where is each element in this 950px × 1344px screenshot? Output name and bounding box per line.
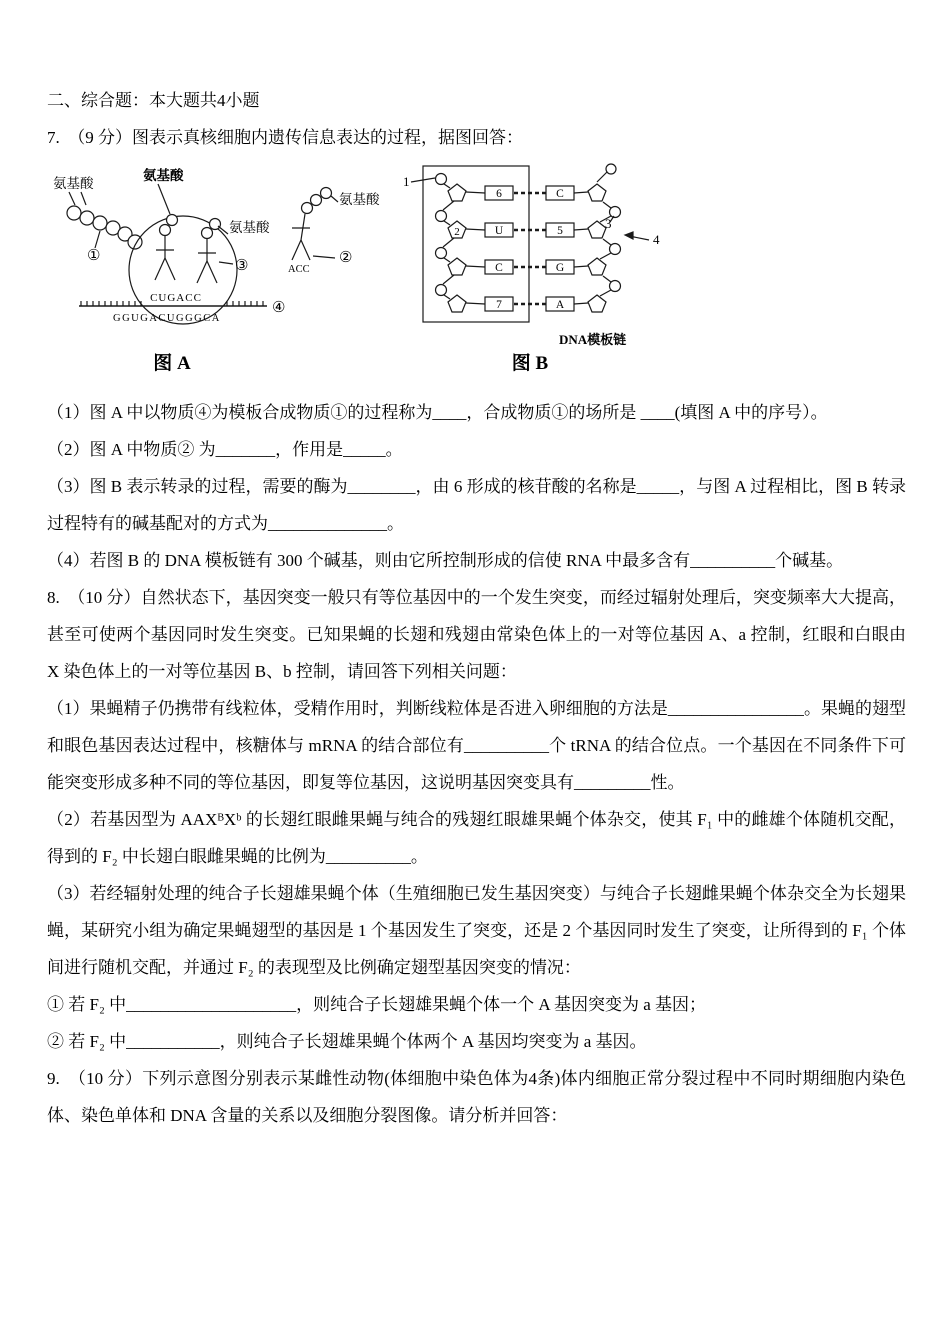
free-trna [292, 188, 332, 261]
label-4-arrowhead [625, 232, 633, 239]
fig-a-amino-acid-label-2: 氨基酸 [143, 168, 184, 183]
new-strand-base-1: 6 [496, 188, 502, 200]
figure-a-caption: 图 A [153, 353, 191, 374]
q7-item-1: （1）图 A 中以物质④为模板合成物质①的过程称为____，合成物质①的场所是 ____(填图 A 中的序号）。 [47, 403, 828, 422]
q8-subitem-1: ① 若 F₂ 中____________________，则纯合子长翅雄果蝇个体一个 A 基因突变为 a 基因； [47, 995, 707, 1014]
circled-marker-3: ③ [235, 258, 249, 274]
template-base-boxes [546, 186, 574, 311]
dna-template-strand-label: DNA模板链 [559, 332, 627, 347]
q9-lead: 9. （10 分）下列示意图分别表示某雌性动物(体细胞中染色体为4条)体内细胞正常分裂过程中不同时期细胞内染色体、染色单体和 DNA 含量的关系以及细胞分裂图像。请分析并回答： [47, 1069, 906, 1125]
mrna-sequence-text: GGUGACUGGGCA [113, 313, 221, 324]
q8-item-2: （2）若基因型为 AAXᴮXᵇ 的长翅红眼雌果蝇与纯合的残翅红眼雄果蝇个体杂交，使其 F₁ 中的雌雄个体随机交配，得到的 F₂ 中长翅白眼雌果蝇的比例为__________。 [47, 810, 906, 866]
q7-item-3: （3）图 B 表示转录的过程，需要的酶为________，由 6 形成的核苷酸的名称是_____，与图 A 过程相比，图 B 转录过程特有的碱基配对的方式为______________。 [47, 477, 906, 533]
new-strand-base-3: C [495, 262, 503, 274]
q8-item-3: （3）若经辐射处理的纯合子长翅雄果蝇个体（生殖细胞已发生基因突变）与纯合子长翅雌果蝇个体杂交全为长翅果蝇，某研究小组为确定果蝇翅型的基因是 1 个基因发生了突变，还是 2 个基因同时发生了突变，让所得到的 F₁ 个体间进行随机交配，并通过 F₂ 的表现型及比例确定翅型基因突变的情况： [47, 884, 906, 977]
anticodon-text: ACC [288, 264, 310, 275]
base-pair-dashes [514, 193, 546, 304]
template-base-4: A [555, 299, 565, 311]
q8-lead: 8. （10 分）自然状态下，基因突变一般只有等位基因中的一个发生突变，而经过辐射处理后，突变频率大大提高，甚至可使两个基因同时发生突变。已知果蝇的长翅和残翅由常染色体上的一对等位基因 A、a 控制，红眼和白眼由 X 染色体上的一对等位基因 B、b 控制，请回答下列相关问题： [47, 588, 906, 681]
circled-marker-1: ① [87, 248, 101, 264]
template-base-3: G [555, 262, 565, 274]
fig-a-amino2-pointer-line [158, 184, 170, 214]
new-strand-base-2: U [494, 225, 504, 237]
section-header: 二、综合题：本大题共4小题 [47, 91, 260, 110]
fig-a-amino-acid-label-1: 氨基酸 [53, 176, 94, 191]
marker-1-pointer-line [95, 231, 100, 248]
q8-subitem-2: ② 若 F₂ 中___________，则纯合子长翅雄果蝇个体两个 A 基因均突变为 a 基因。 [47, 1032, 647, 1051]
fig-a-amino4-pointer-line [331, 196, 338, 202]
part-label-2: 2 [454, 226, 460, 238]
marker-2-pointer-line [313, 256, 335, 258]
trna-left [155, 215, 178, 281]
q7-lead: 7. （9 分）图表示真核细胞内遗传信息表达的过程，据图回答： [47, 128, 523, 147]
figure-a-translation-diagram [45, 158, 415, 333]
rna-strand-backbone [436, 174, 486, 313]
figure-b-transcription-diagram [395, 160, 680, 360]
trna-right [197, 219, 221, 284]
q7-item-4: （4）若图 B 的 DNA 模板链有 300 个碱基，则由它所控制形成的信使 RNA 中最多含有__________个碱基。 [47, 551, 844, 570]
figure-b-caption: 图 B [511, 353, 549, 374]
fig-a-amino1-pointer-lines [69, 192, 86, 205]
dna-template-backbone [574, 164, 621, 312]
fig-a-amino-acid-label-3: 氨基酸 [229, 220, 270, 235]
figures-row [47, 156, 906, 394]
part-label-4: 4 [653, 232, 660, 247]
polypeptide-chain [67, 206, 142, 249]
codon-text: CUGACC [150, 292, 202, 304]
template-base-2: 5 [557, 225, 563, 237]
ribosome-circle [129, 216, 237, 324]
marker-3-pointer-line [219, 262, 233, 264]
q8-item-1: （1）果蝇精子仍携带有线粒体，受精作用时，判断线粒体是否进入卵细胞的方法是________________。果蝇的翅型和眼色基因表达过程中，核糖体与 mRNA 的结合部位有__________个 tRNA 的结合位点。一个基因在不同条件下可能突变形成多种不同的等位基因，即复等位基因，这说明基因突变具有_________性。 [47, 699, 906, 792]
template-base-1: C [556, 188, 564, 200]
part-label-3: 3 [605, 216, 612, 231]
part-label-1: 1 [403, 174, 410, 189]
circled-marker-4: ④ [272, 300, 286, 316]
fig-a-amino-acid-label-4: 氨基酸 [339, 192, 380, 207]
new-strand-base-4: 7 [496, 299, 502, 311]
circled-marker-2: ② [339, 250, 353, 266]
new-strand-base-boxes [485, 186, 513, 311]
q7-item-2: （2）图 A 中物质② 为_______，作用是_____。 [47, 440, 403, 459]
